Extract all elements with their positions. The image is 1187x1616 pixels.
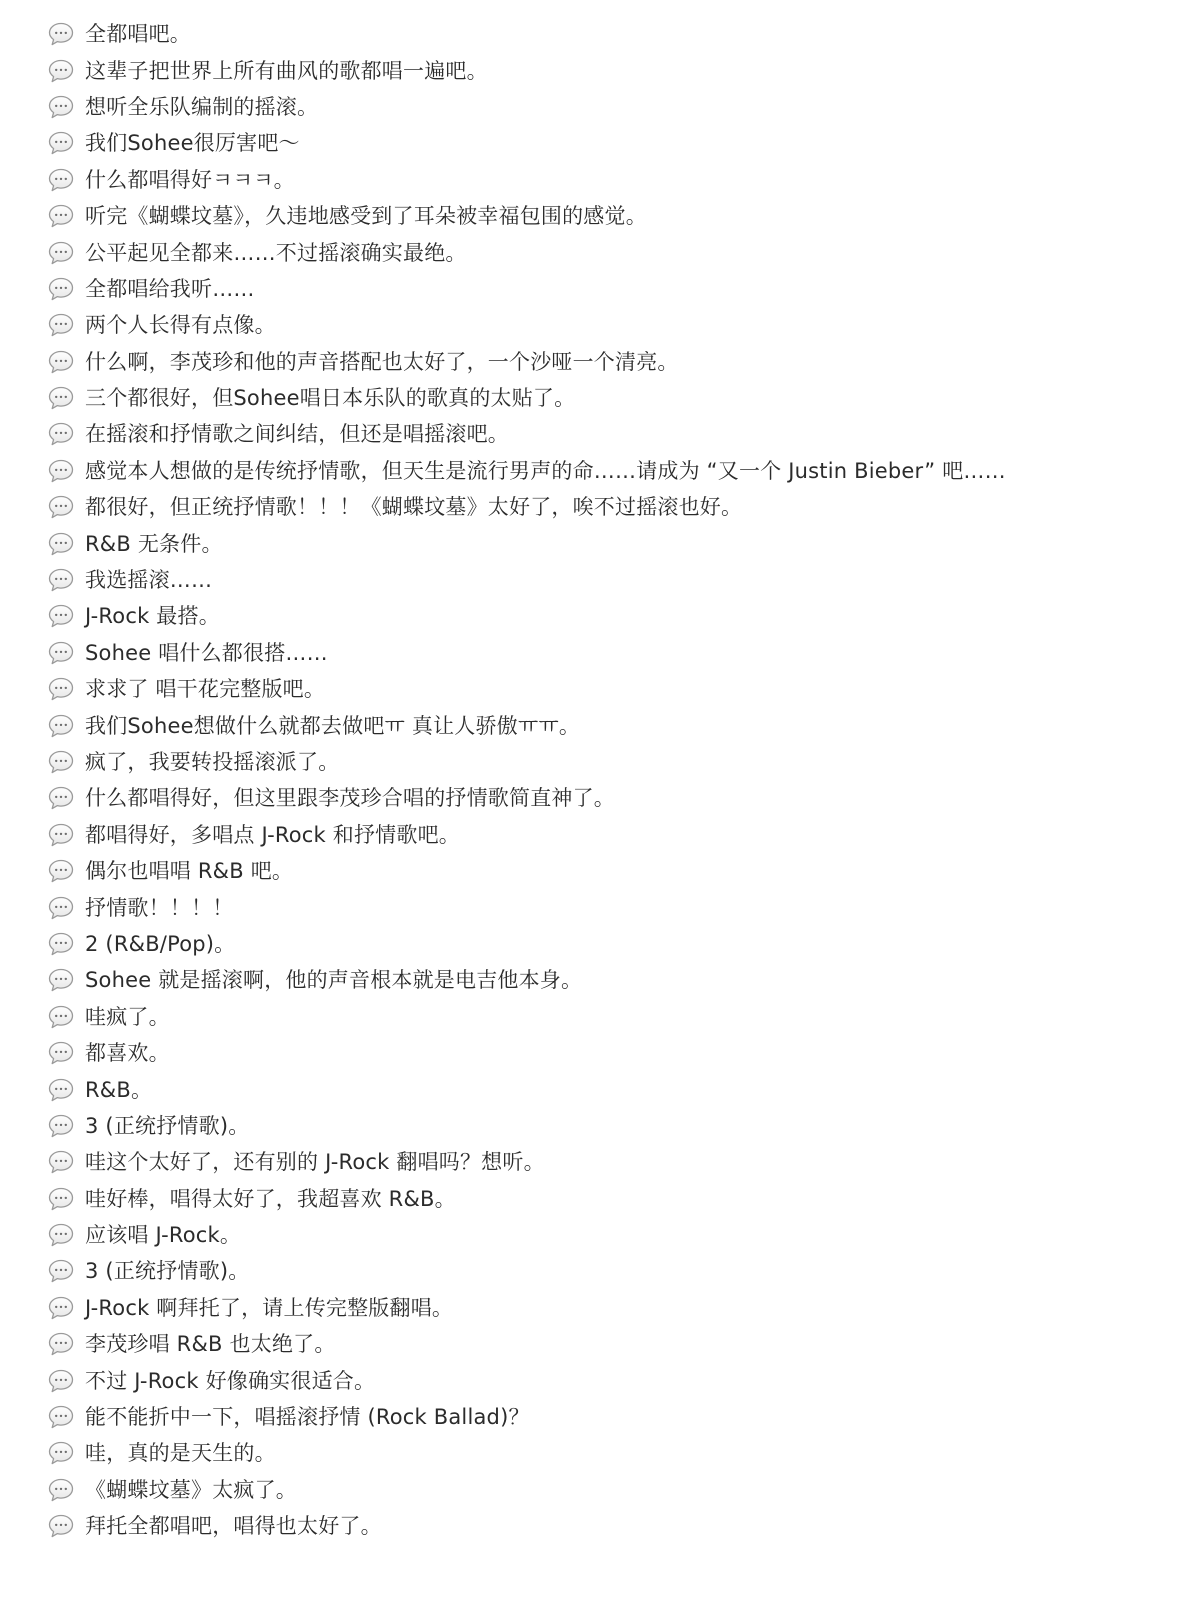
comment-item	[47, 1217, 1006, 1253]
comment-text: 全都唱给我听……	[85, 276, 255, 301]
speech-bubble-icon	[47, 566, 75, 594]
comment-item	[47, 307, 1006, 343]
comment-text: J-Rock 最搭。	[85, 604, 220, 629]
speech-bubble-icon	[47, 712, 75, 740]
comment-item	[47, 707, 1006, 743]
comment-text: 《蝴蝶坟墓》太疯了。	[85, 1477, 297, 1502]
comment-item	[47, 817, 1006, 853]
comment-text: 听完《蝴蝶坟墓》，久违地感受到了耳朵被幸福包围的感觉。	[85, 204, 647, 229]
speech-bubble-icon	[47, 857, 75, 885]
comment-item	[47, 635, 1006, 671]
comment-item	[47, 1362, 1006, 1398]
speech-bubble-icon	[47, 1257, 75, 1285]
comment-item	[47, 125, 1006, 161]
comment-text: 抒情歌！！！！	[85, 895, 234, 920]
comment-text: 这辈子把世界上所有曲风的歌都唱一遍吧。	[85, 58, 488, 83]
comment-text: 我选摇滚……	[85, 568, 213, 593]
comment-item	[47, 234, 1006, 270]
speech-bubble-icon	[47, 639, 75, 667]
speech-bubble-icon	[47, 1512, 75, 1540]
comment-item	[47, 1399, 1006, 1435]
comment-text: Sohee 唱什么都很搭……	[85, 640, 328, 665]
comment-item	[47, 780, 1006, 816]
comment-text: R&B 无条件。	[85, 531, 223, 556]
speech-bubble-icon	[47, 748, 75, 776]
speech-bubble-icon	[47, 1039, 75, 1067]
speech-bubble-icon	[47, 420, 75, 448]
comment-text: 哇好棒，唱得太好了，我超喜欢 R&B。	[85, 1186, 456, 1211]
comment-text: R&B。	[85, 1077, 153, 1102]
comment-item	[47, 52, 1006, 88]
comment-item	[47, 926, 1006, 962]
comment-item	[47, 562, 1006, 598]
speech-bubble-icon	[47, 129, 75, 157]
comment-text: 疯了，我要转投摇滚派了。	[85, 750, 340, 774]
comment-item	[47, 744, 1006, 780]
speech-bubble-icon	[47, 202, 75, 230]
comment-item	[47, 525, 1006, 561]
speech-bubble-icon	[47, 784, 75, 812]
comment-text: J-Rock 啊拜托了，请上传完整版翻唱。	[85, 1295, 454, 1320]
comment-item	[47, 344, 1006, 380]
speech-bubble-icon	[47, 1476, 75, 1504]
speech-bubble-icon	[47, 821, 75, 849]
comment-text: 2 (R&B/Pop)。	[85, 931, 236, 956]
comment-text: 什么啊，李茂珍和他的声音搭配也太好了，一个沙哑一个清亮。	[85, 349, 679, 374]
speech-bubble-icon	[47, 1439, 75, 1467]
comment-item	[47, 380, 1006, 416]
comment-item	[47, 162, 1006, 198]
comment-item	[47, 1290, 1006, 1326]
comment-text: 3 (正统抒情歌)。	[85, 1259, 250, 1284]
speech-bubble-icon	[47, 20, 75, 48]
comment-text: 哇，真的是天生的。	[85, 1441, 276, 1466]
speech-bubble-icon	[47, 493, 75, 521]
comment-text: 哇这个太好了，还有别的 J-Rock 翻唱吗？想听。	[85, 1150, 545, 1175]
speech-bubble-icon	[47, 602, 75, 630]
comment-item	[47, 1071, 1006, 1107]
speech-bubble-icon	[47, 457, 75, 485]
comment-text: 什么都唱得好ㅋㅋㅋ。	[85, 167, 295, 192]
speech-bubble-icon	[47, 93, 75, 121]
comment-text: 公平起见全都来……不过摇滚确实最绝。	[85, 240, 467, 265]
comment-item	[47, 16, 1006, 52]
comment-text: 李茂珍唱 R&B 也太绝了。	[85, 1332, 336, 1357]
comment-text: 求求了 唱干花完整版吧。	[85, 677, 326, 702]
speech-bubble-icon	[47, 1185, 75, 1213]
speech-bubble-icon	[47, 311, 75, 339]
comment-item	[47, 198, 1006, 234]
comment-text: 我们Sohee想做什么就都去做吧ㅠ 真让人骄傲ㅠㅠ。	[85, 713, 581, 738]
comment-item	[47, 999, 1006, 1035]
speech-bubble-icon	[47, 166, 75, 194]
speech-bubble-icon	[47, 1148, 75, 1176]
speech-bubble-icon	[47, 1403, 75, 1431]
comment-item	[47, 1253, 1006, 1289]
comment-item	[47, 1108, 1006, 1144]
comment-text: 我们Sohee很厉害吧～	[85, 131, 300, 156]
comment-item	[47, 1326, 1006, 1362]
speech-bubble-icon	[47, 894, 75, 922]
comment-text: 不过 J-Rock 好像确实很适合。	[85, 1368, 376, 1393]
comment-text: 都很好，但正统抒情歌！！！《蝴蝶坟墓》太好了，唉不过摇滚也好。	[85, 495, 743, 520]
comment-text: 感觉本人想做的是传统抒情歌，但天生是流行男声的命……请成为 “又一个 Justin Bieber” 吧……	[85, 458, 1006, 483]
comment-item	[47, 489, 1006, 525]
comment-text: 三个都很好，但Sohee唱日本乐队的歌真的太贴了。	[85, 386, 576, 411]
comment-text: 偶尔也唱唱 R&B 吧。	[85, 859, 294, 884]
comment-item	[47, 271, 1006, 307]
speech-bubble-icon	[47, 239, 75, 267]
comment-text: 哇疯了。	[85, 1004, 170, 1029]
comment-item	[47, 889, 1006, 925]
comment-item	[47, 1435, 1006, 1471]
speech-bubble-icon	[47, 1112, 75, 1140]
speech-bubble-icon	[47, 1294, 75, 1322]
speech-bubble-icon	[47, 530, 75, 558]
speech-bubble-icon	[47, 384, 75, 412]
comment-item	[47, 1508, 1006, 1544]
comment-item	[47, 416, 1006, 452]
speech-bubble-icon	[47, 675, 75, 703]
comment-text: 想听全乐队编制的摇滚。	[85, 94, 319, 119]
comment-text: 全都唱吧。	[85, 22, 191, 47]
speech-bubble-icon	[47, 348, 75, 376]
comment-text: 能不能折中一下，唱摇滚抒情 (Rock Ballad)？	[85, 1405, 530, 1430]
comment-list	[47, 16, 1006, 1544]
comment-item	[47, 598, 1006, 634]
comment-text: 都喜欢。	[85, 1041, 170, 1066]
speech-bubble-icon	[47, 1221, 75, 1249]
comment-item	[47, 453, 1006, 489]
comment-item	[47, 853, 1006, 889]
speech-bubble-icon	[47, 57, 75, 85]
comment-text: 3 (正统抒情歌)。	[85, 1113, 250, 1138]
comment-text: 在摇滚和抒情歌之间纠结，但还是唱摇滚吧。	[85, 422, 509, 447]
comment-item	[47, 1181, 1006, 1217]
speech-bubble-icon	[47, 1003, 75, 1031]
comment-text: 拜托全都唱吧，唱得也太好了。	[85, 1514, 382, 1539]
speech-bubble-icon	[47, 1076, 75, 1104]
comment-item	[47, 1035, 1006, 1071]
comment-text: 什么都唱得好，但这里跟李茂珍合唱的抒情歌简直神了。	[85, 786, 615, 811]
comment-item	[47, 1144, 1006, 1180]
comment-item	[47, 671, 1006, 707]
comment-item	[47, 89, 1006, 125]
speech-bubble-icon	[47, 1330, 75, 1358]
comment-text: Sohee 就是摇滚啊，他的声音根本就是电吉他本身。	[85, 968, 583, 993]
comment-item	[47, 962, 1006, 998]
comment-text: 应该唱 J-Rock。	[85, 1223, 242, 1248]
speech-bubble-icon	[47, 930, 75, 958]
comment-item	[47, 1472, 1006, 1508]
comment-text: 都唱得好，多唱点 J-Rock 和抒情歌吧。	[85, 822, 460, 847]
speech-bubble-icon	[47, 966, 75, 994]
speech-bubble-icon	[47, 275, 75, 303]
speech-bubble-icon	[47, 1367, 75, 1395]
comment-text: 两个人长得有点像。	[85, 313, 276, 338]
